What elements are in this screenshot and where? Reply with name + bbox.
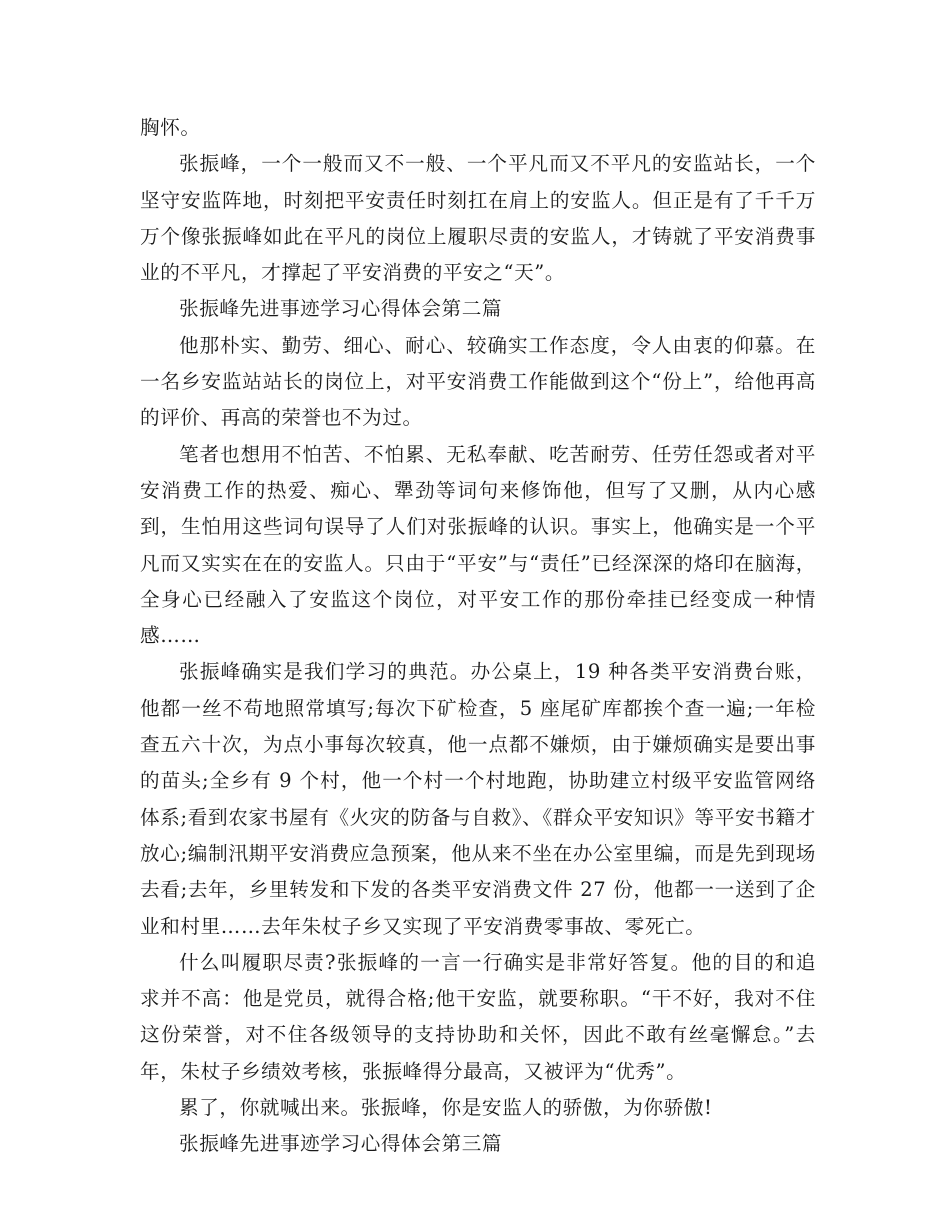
paragraph-body: 张振峰确实是我们学习的典范。办公桌上，19 种各类平安消费台账，他都一丝不苟地照常填写;每次下矿检查，5 座尾矿库都挨个查一遍;一年检查五六十次，为点小事每次较真，他一点都不嫌烦，由于嫌烦确实是要出事的苗头;全乡有 9 个村，他一个村一个村地跑，协助建立村级平安监管网络体系;看到农家书屋有《火灾的防备与自救》、《群众平安知识》等平安书籍才放心;编制汛期平安消费应急预案，他从来不坐在办公室里编，而是先到现场去看;去年，乡里转发和下发的各类平安消费文件 27 份，他都一一送到了企业和村里……去年朱杖子乡又实现了平安消费零事故、零死亡。	[140, 660, 816, 938]
paragraph-body: 什么叫履职尽责?张振峰的一言一行确实是非常好答复。他的目的和追求并不高：他是党员，就得合格;他干安监，就要称职。“干不好，我对不住这份荣誉，对不住各级领导的支持协助和关怀，因此不敢有丝毫懈怠。”去年，朱杖子乡绩效考核，张振峰得分最高，又被评为“优秀”。	[140, 950, 816, 1083]
section-title: 张振峰先进事迹学习心得体会第三篇	[179, 1132, 503, 1156]
paragraph-body: 他那朴实、勤劳、细心、耐心、较确实工作态度，令人由衷的仰慕。在一名乡安监站站长的岗位上，对平安消费工作能做到这个“份上”，给他再高的评价、再高的荣誉也不为过。	[140, 333, 816, 430]
document-body	[140, 110, 816, 1163]
paragraph-body: 累了，你就喊出来。张振峰，你是安监人的骄傲，为你骄傲!	[179, 1096, 713, 1120]
paragraph-body: 笔者也想用不怕苦、不怕累、无私奉献、吃苦耐劳、任劳任怨或者对平安消费工作的热爱、痴心、犟劲等词句来修饰他，但写了又删，从内心感到，生怕用这些词句误导了人们对张振峰的认识。事实上，他确实是一个平凡而又实实在在的安监人。只由于“平安”与“责任”已经深深的烙印在脑海，全身心已经融入了安监这个岗位，对平安工作的那份牵挂已经变成一种情感……	[140, 442, 816, 648]
section-title: 张振峰先进事迹学习心得体会第二篇	[179, 297, 503, 321]
paragraph-body: 张振峰，一个一般而又不一般、一个平凡而又不平凡的安监站长，一个坚守安监阵地，时刻把平安责任时刻扛在肩上的安监人。但正是有了千千万万个像张振峰如此在平凡的岗位上履职尽责的安监人，才铸就了平安消费事业的不平凡，才撑起了平安消费的平安之“天”。	[140, 152, 816, 285]
paragraph-continuation: 胸怀。	[140, 116, 201, 139]
